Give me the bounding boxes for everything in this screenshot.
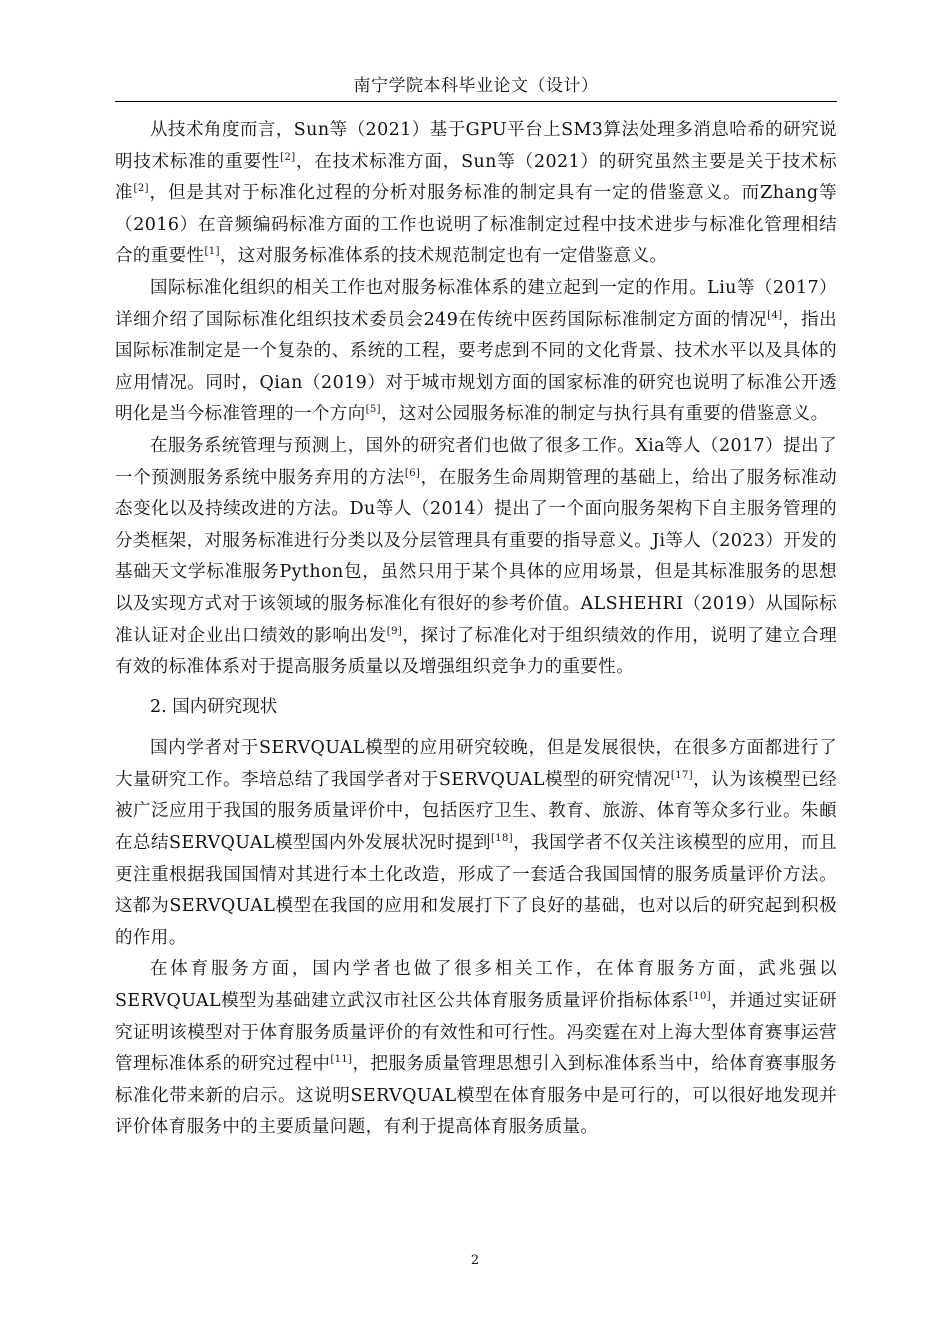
citation-marker: [4] (767, 309, 783, 321)
paragraph-text: ，在技术标准方面，Sun等（2021）的研究虽然主要是关于技术标准 (115, 151, 837, 204)
paragraph (115, 115, 837, 273)
citation-marker: [11] (330, 1054, 353, 1066)
citation-marker: [1] (204, 246, 220, 258)
paragraph-text: ，指出国际标准制定是一个复杂的、系统的工程，要考虑到不同的文化背景、技术水平以及具体的应用情况。同时，Qian（2019）对于城市规划方面的国家标准的研究也说明了标准公开透明化是当今标准管理的一个方向 (115, 309, 837, 425)
paragraph-text: ，这对公园服务标准的制定与执行具有重要的借鉴意义。 (380, 404, 829, 425)
paragraph (115, 733, 837, 954)
paragraph-text: ，在服务生命周期管理的基础上，给出了服务标准动态变化以及持续改进的方法。Du等人（2014）提出了一个面向服务架构下自主服务管理的分类框架，对服务标准进行分类以及分层管理具有重要的指导意义。Ji等人（2023）开发的基础天文学标准服务Python包，虽然只用于某个具体的应用场景，但是其标准服务的思想以及实现方式对于该领域的服务标准化有很好的参考价值。ALSHEHRI（2019）从国际标准认证对企业出口绩效的影响出发 (115, 467, 838, 646)
paragraph-text: ，但是其对于标准化过程的分析对服务标准的制定具有一定的借鉴意义。而Zhang等（2016）在音频编码标准方面的工作也说明了标准制定过程中技术进步与标准化管理相结合的重要性 (115, 183, 838, 267)
page-number: 2 (470, 1253, 480, 1268)
page-body (115, 115, 837, 1144)
paragraph-text: 在体育服务方面，国内学者也做了很多相关工作，在体育服务方面，武兆强以SERVQUAL模型为基础建立武汉市社区公共体育服务质量评价指标体系 (115, 959, 837, 1012)
paragraph-text: ，这对服务标准体系的技术规范制定也有一定借鉴意义。 (219, 246, 668, 267)
paragraph (115, 431, 837, 684)
paragraph-text: ，认为该模型已经被广泛应用于我国的服务质量评价中，包括医疗卫生、教育、旅游、体育等众多行业。朱頔在总结SERVQUAL模型国内外发展状况时提到 (115, 769, 837, 854)
running-header: 南宁学院本科毕业论文（设计） (353, 76, 599, 96)
paragraph-text: ，把服务质量管理思想引入到标准体系当中，给体育赛事服务标准化带来新的启示。这说明SERVQUAL模型在体育服务中是可行的，可以很好地发现并评价体育服务中的主要质量问题，有利于提高体育服务质量。 (115, 1054, 837, 1138)
paragraph-text: ，我国学者不仅关注该模型的应用，而且更注重根据我国国情对其进行本土化改造，形成了一套适合我国国情的服务质量评价方法。这都为SERVQUAL模型在我国的应用和发展打下了良好的基础，也对以后的研究起到积极的作用。 (115, 833, 837, 948)
citation-marker: [5] (365, 404, 381, 416)
paragraph-text: 国内学者对于SERVQUAL模型的应用研究较晚，但是发展很快，在很多方面都进行了大量研究工作。李培总结了我国学者对于SERVQUAL模型的研究情况 (115, 738, 837, 790)
citation-marker: [17] (670, 770, 694, 782)
paragraph (115, 273, 837, 431)
citation-marker: [10] (688, 991, 712, 1003)
citation-marker: [2] (280, 151, 296, 163)
paragraph (115, 954, 837, 1144)
citation-marker: [9] (386, 625, 403, 637)
paragraph-text: ，并通过实证研究证明该模型对于体育服务质量评价的有效性和可行性。冯奕霆在对上海大型体育赛事运营管理标准体系的研究过程中 (115, 991, 837, 1075)
citation-marker: [18] (490, 833, 514, 845)
paragraph-text: 从技术角度而言，Sun等（2021）基于GPU平台上SM3算法处理多消息哈希的研究说明技术标准的重要性 (115, 120, 837, 172)
paragraph-text: 在服务系统管理与预测上，国外的研究者们也做了很多工作。Xia等人（2017）提出了一个预测服务系统中服务弃用的方法 (115, 435, 837, 488)
paragraph-text: ，探讨了标准化对于组织绩效的作用，说明了建立合理有效的标准体系对于提高服务质量以及增强组织竞争力的重要性。 (115, 625, 837, 678)
paragraph-text: 国际标准化组织的相关工作也对服务标准体系的建立起到一定的作用。Liu等（2017）详细介绍了国际标准化组织技术委员会249在传统中医药国际标准制定方面的情况 (115, 277, 837, 330)
header-divider (115, 101, 837, 102)
citation-marker: [2] (133, 183, 149, 195)
section-heading: 2. 国内研究现状 (150, 696, 278, 717)
citation-marker: [6] (404, 467, 421, 479)
